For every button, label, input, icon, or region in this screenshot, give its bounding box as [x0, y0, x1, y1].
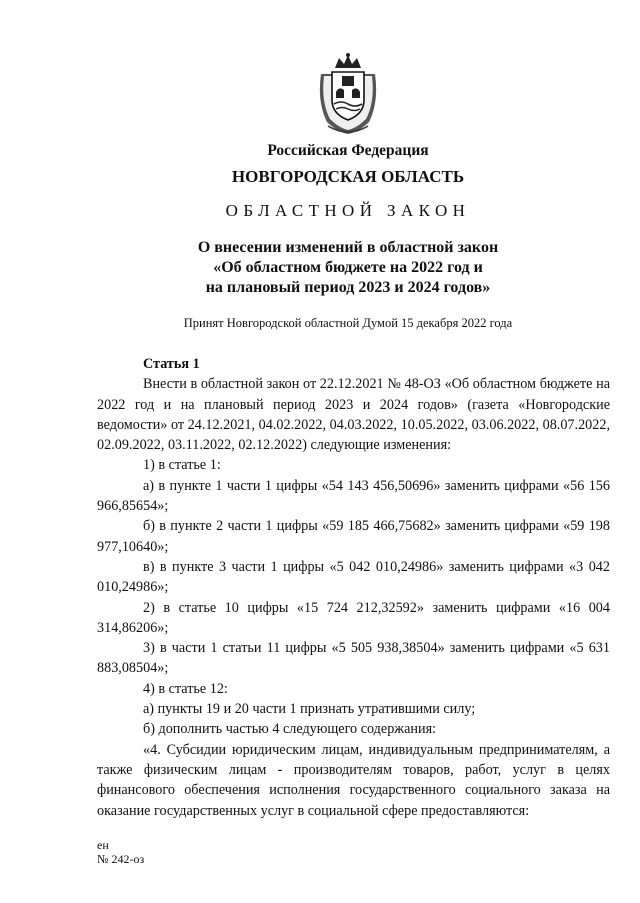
paragraph: 4) в статье 12:	[143, 680, 228, 697]
paragraph: а) в пункте 1 части 1 цифры «54 143 456,50696» заменить цифрами «56 156 966,85654»;	[97, 477, 610, 515]
footer-initials: ен	[97, 838, 109, 852]
paragraph: 1) в статье 1:	[143, 457, 221, 474]
document-footer	[97, 838, 144, 866]
law-type: ОБЛАСТНОЙ ЗАКОН	[225, 201, 471, 220]
title-line: на плановый период 2023 и 2024 годов»	[205, 279, 491, 296]
paragraph: 3) в части 1 статьи 11 цифры «5 505 938,38504» заменить цифрами «5 631 883,08504»;	[97, 640, 610, 677]
document-body	[97, 354, 610, 821]
paragraph: а) пункты 19 и 20 части 1 признать утратившими силу;	[143, 701, 476, 718]
paragraph: 2) в статье 10 цифры «15 724 212,32592» заменить цифрами «16 004 314,86206»;	[97, 599, 610, 636]
paragraph: б) в пункте 2 части 1 цифры «59 185 466,75682» заменить цифрами «59 198 977,10640»;	[97, 518, 610, 555]
paragraph: «4. Субсидии юридическим лицам, индивидуальным предпринимателям, а также физическим лицам - производителям товаров, работ, услуг в целях финансового обеспечения исполнения государственного социального заказа на оказание государственных услуг в социальной сфере предоставляются:	[97, 741, 610, 819]
region-name: НОВГОРОДСКАЯ ОБЛАСТЬ	[231, 167, 465, 186]
paragraph: б) дополнить частью 4 следующего содержания:	[143, 721, 437, 738]
law-number: № 242-оз	[97, 852, 145, 866]
title-line: О внесении изменений в областной закон	[197, 239, 499, 256]
adoption-note: Принят Новгородской областной Думой 15 декабря 2022 года	[183, 316, 513, 330]
law-title	[0, 238, 640, 298]
paragraph: в) в пункте 3 части 1 цифры «5 042 010,24986» заменить цифрами «3 042 010,24986»;	[97, 558, 610, 596]
paragraph: Внести в областной закон от 22.12.2021 № 48-ОЗ «Об областном бюджете на 2022 год и на плановый период 2023 и 2024 годов» (газета «Новгородские ведомости» от 24.12.2021, 04.02.2022, 04.03.2022, 10.05.2022, 03.06.2022, 08.07.2022, 02.09.2022, 03.11.2022, 02.12.2022) следующие изменения:	[97, 376, 610, 454]
country-name: Российская Федерация	[267, 142, 429, 159]
coat-of-arms-icon	[313, 52, 383, 138]
article-heading: Статья 1	[143, 356, 200, 372]
title-line: «Об областном бюджете на 2022 год и	[213, 259, 483, 276]
